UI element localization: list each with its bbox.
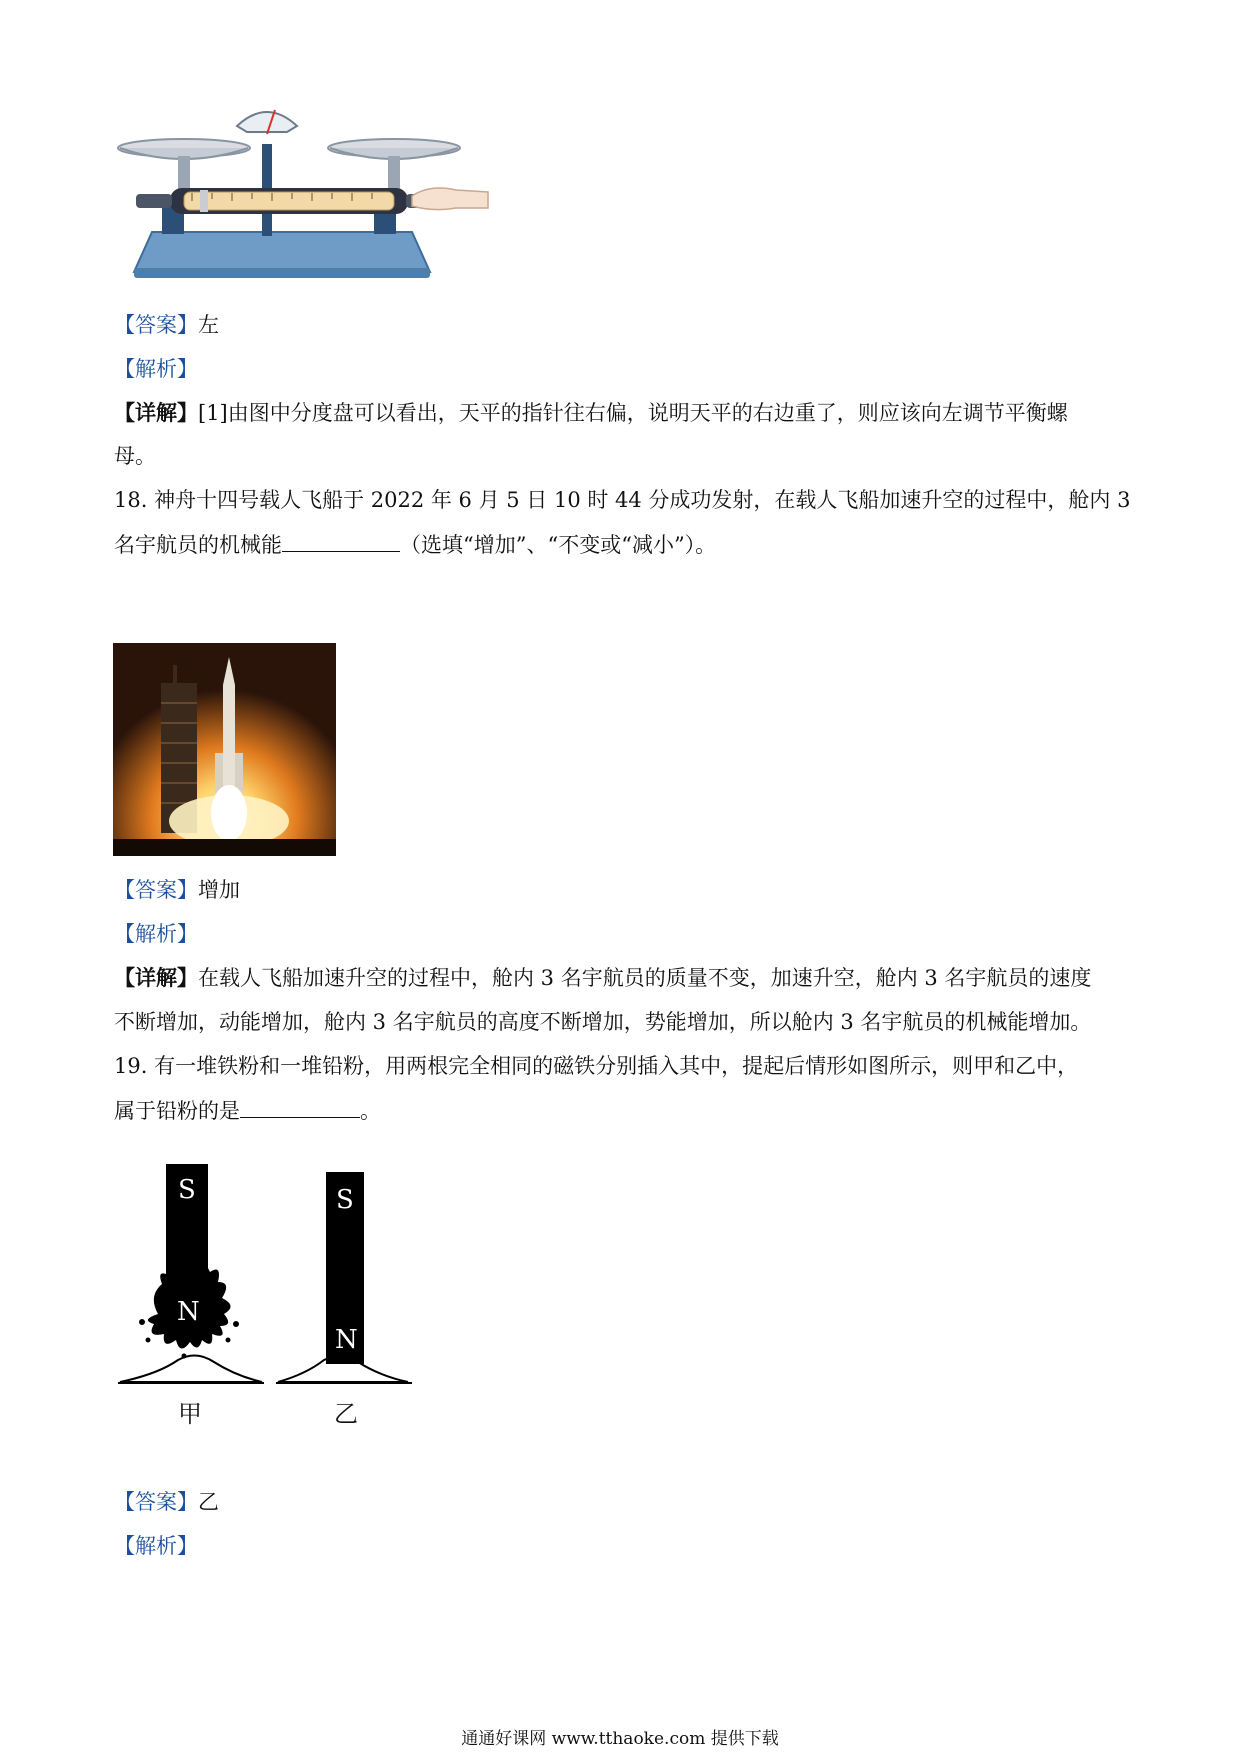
analysis-tag: 【解析】: [114, 1534, 198, 1558]
magnet-b-bottom-pole: N: [335, 1325, 358, 1355]
question-stem: 名宇航员的机械能: [114, 533, 282, 557]
magnets-figure: [118, 1164, 420, 1388]
magnet-b-top-pole: S: [336, 1185, 354, 1215]
detail-tag: 【详解】: [114, 400, 198, 425]
q18-detail-line-2: [114, 1007, 1091, 1037]
q19-analysis-line: [114, 1531, 198, 1561]
answer-value: 增加: [198, 878, 240, 902]
analysis-tag: 【解析】: [114, 357, 198, 381]
detail-tag: 【详解】: [114, 965, 198, 990]
answer-value: 乙: [198, 1490, 219, 1514]
analysis-tag: 【解析】: [114, 922, 198, 946]
answer-tag: 【答案】: [114, 1490, 198, 1514]
q19-stem-line-2: [114, 1095, 381, 1126]
detail-text: 不断增加，动能增加，舱内 3 名宇航员的高度不断增加，势能增加，所以舱内 3 名宇航员的机械能增加。: [114, 1010, 1092, 1034]
detail-text: 在载人飞船加速升空的过程中，舱内 3 名宇航员的质量不变，加速升空，舱内 3 名宇航员的速度: [198, 966, 1092, 990]
question-stem: 18. 神舟十四号载人飞船于 2022 年 6 月 5 日 10 时 44 分成功发射，在载人飞船加速升空的过程中，舱内 3: [114, 488, 1131, 512]
answer-tag: 【答案】: [114, 878, 198, 902]
q17-detail-line-1: [114, 398, 1068, 428]
question-stem: 。: [360, 1099, 381, 1123]
q17-analysis-line: [114, 354, 198, 384]
magnet-a-bottom-pole: N: [177, 1297, 200, 1327]
rocket-launch-photo: [113, 643, 336, 856]
q18-stem-line-1: [114, 485, 1130, 515]
answer-tag: 【答案】: [114, 313, 198, 337]
q19-answer-line: [114, 1487, 219, 1517]
q18-detail-line-1: [114, 963, 1091, 993]
q18-answer-line: [114, 875, 240, 905]
q18-stem-line-2: [114, 529, 716, 560]
detail-text: 母。: [114, 444, 156, 468]
detail-text: [1]由图中分度盘可以看出，天平的指针往右偏，说明天平的右边重了，则应该向左调节平衡螺: [198, 401, 1068, 425]
q18-analysis-line: [114, 919, 198, 949]
q17-detail-line-2: [114, 441, 156, 471]
magnet-a-top-pole: S: [178, 1175, 196, 1205]
label-yi: 乙: [334, 1400, 358, 1428]
question-stem: （选填“增加”、“不变或“减小”）。: [400, 533, 717, 557]
q17-answer-line: [114, 310, 219, 340]
label-jia: 甲: [178, 1400, 202, 1428]
page-footer: 通通好课网 www.tthaoke.com 提供下载: [461, 1729, 779, 1749]
answer-blank: [240, 1095, 360, 1118]
question-stem: 19. 有一堆铁粉和一堆铅粉，用两根完全相同的磁铁分别插入其中，提起后情形如图所示，则甲和乙中，: [114, 1054, 1079, 1078]
balance-scale-image: [112, 104, 490, 282]
q19-stem-line-1: [114, 1051, 1078, 1081]
question-stem: 属于铅粉的是: [114, 1099, 240, 1123]
answer-value: 左: [198, 313, 219, 337]
iron-pile: [120, 1355, 262, 1382]
answer-blank: [282, 529, 400, 552]
